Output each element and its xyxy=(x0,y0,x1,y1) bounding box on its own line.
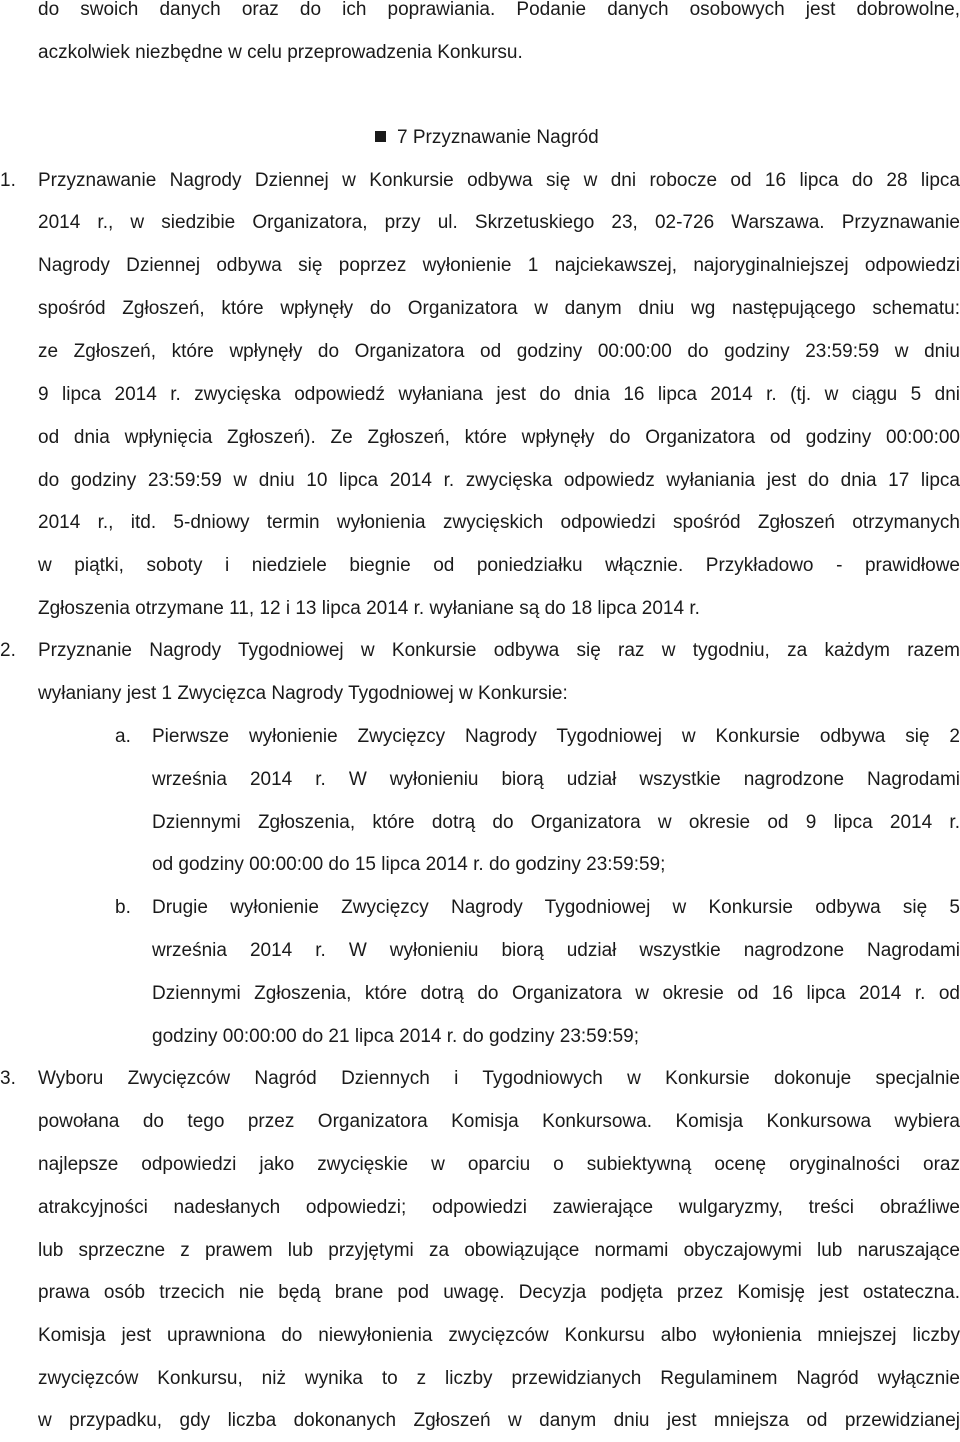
subitem-line: Dziennymi Zgłoszenia, które dotrą do Organizatora w okresie od 16 lipca 2014 r. od xyxy=(152,983,960,1004)
item-marker: 1. xyxy=(0,170,16,191)
item-line: Przyznanie Nagrody Tygodniowej w Konkursie odbywa się raz w tygodniu, za każdym razem xyxy=(38,640,960,661)
subitem-marker: a. xyxy=(115,726,131,747)
item-line: do godziny 23:59:59 w dniu 10 lipca 2014 r. zwycięska odpowiedz wyłaniania jest do dnia 17 lipca xyxy=(38,470,960,491)
item-line: ze Zgłoszeń, które wpłynęły do Organizatora od godziny 00:00:00 do godziny 23:59:59 w dniu xyxy=(38,341,960,362)
item-line: atrakcyjności nadesłanych odpowiedzi; odpowiedzi zawierające wulgaryzmy, treści obraźliwe xyxy=(38,1197,960,1218)
item-line: Nagrody Dziennej odbywa się poprzez wyłonienie 1 najciekawszej, najoryginalniejszej odpowiedzi xyxy=(38,255,960,276)
item-line: 2014 r., w siedzibie Organizatora, przy ul. Skrzetuskiego 23, 02-726 Warszawa. Przyznawanie xyxy=(38,212,960,233)
section-heading xyxy=(375,117,599,159)
item-line: spośród Zgłoszeń, które wpłynęły do Organizatora w danym dniu wg następującego schematu: xyxy=(38,298,960,319)
item-line: Zgłoszenia otrzymane 11, 12 i 13 lipca 2014 r. wyłaniane są do 18 lipca 2014 r. xyxy=(38,598,700,619)
subitem-line: godziny 00:00:00 do 21 lipca 2014 r. do godziny 23:59:59; xyxy=(152,1026,639,1047)
item-line: Wyboru Zwycięzców Nagród Dziennych i Tygodniowych w Konkursie dokonuje specjalnie xyxy=(38,1068,960,1089)
item-line: najlepsze odpowiedzi jako zwycięskie w oparciu o subiektywną ocenę oryginalności oraz xyxy=(38,1154,960,1175)
item-line: zwycięzców Konkursu, niż wynika to z liczby przewidzianych Regulaminem Nagród wyłącznie xyxy=(38,1368,960,1389)
square-bullet-icon xyxy=(375,131,386,142)
item-line: w piątki, soboty i niedziele biegnie od poniedziałku włącznie. Przykładowo - prawidłowe xyxy=(38,555,960,576)
subitem-line: Drugie wyłonienie Zwycięzcy Nagrody Tygodniowej w Konkursie odbywa się 5 xyxy=(152,897,960,918)
item-line: wyłaniany jest 1 Zwycięzca Nagrody Tygodniowej w Konkursie: xyxy=(38,683,568,704)
subitem-marker: b. xyxy=(115,897,131,918)
subitem-line: Pierwsze wyłonienie Zwycięzcy Nagrody Tygodniowej w Konkursie odbywa się 2 xyxy=(152,726,960,747)
item-line: powołana do tego przez Organizatora Komisja Konkursowa. Komisja Konkursowa wybiera xyxy=(38,1111,960,1132)
item-line: lub sprzeczne z prawem lub przyjętymi za obowiązujące normami obyczajowymi lub naruszające xyxy=(38,1240,960,1261)
intro-line: do swoich danych oraz do ich poprawiania. Podanie danych osobowych jest dobrowolne, xyxy=(38,0,960,20)
section-title: 7 Przyznawanie Nagród xyxy=(397,127,599,148)
item-line: 2014 r., itd. 5-dniowy termin wyłonienia zwycięskich odpowiedzi spośród Zgłoszeń otrzymanych xyxy=(38,512,960,533)
subitem-line: Dziennymi Zgłoszenia, które dotrą do Organizatora w okresie od 9 lipca 2014 r. xyxy=(152,812,960,833)
item-line: Przyznawanie Nagrody Dziennej w Konkursie odbywa się w dni robocze od 16 lipca do 28 lipca xyxy=(38,170,960,191)
subitem-line: września 2014 r. W wyłonieniu biorą udział wszystkie nagrodzone Nagrodami xyxy=(152,940,960,961)
item-marker: 2. xyxy=(0,640,16,661)
intro-line: aczkolwiek niezbędne w celu przeprowadzenia Konkursu. xyxy=(38,42,523,63)
item-line: Komisja jest uprawniona do niewyłonienia zwycięzców Konkursu albo wyłonienia mniejszej liczby xyxy=(38,1325,960,1346)
subitem-line: września 2014 r. W wyłonieniu biorą udział wszystkie nagrodzone Nagrodami xyxy=(152,769,960,790)
item-line: prawa osób trzecich nie będą brane pod uwagę. Decyzja podjęta przez Komisję jest ostateczna. xyxy=(38,1282,960,1303)
item-line: 9 lipca 2014 r. zwycięska odpowiedź wyłaniana jest do dnia 16 lipca 2014 r. (tj. w ciągu 5 dni xyxy=(38,384,960,405)
item-marker: 3. xyxy=(0,1068,16,1089)
subitem-line: od godziny 00:00:00 do 15 lipca 2014 r. do godziny 23:59:59; xyxy=(152,854,666,875)
item-line: w przypadku, gdy liczba dokonanych Zgłoszeń w danym dniu jest mniejsza od przewidzianej xyxy=(38,1410,960,1431)
item-line: od dnia wpłynięcia Zgłoszeń). Ze Zgłoszeń, które wpłynęły do Organizatora od godziny 00:00:00 xyxy=(38,427,960,448)
